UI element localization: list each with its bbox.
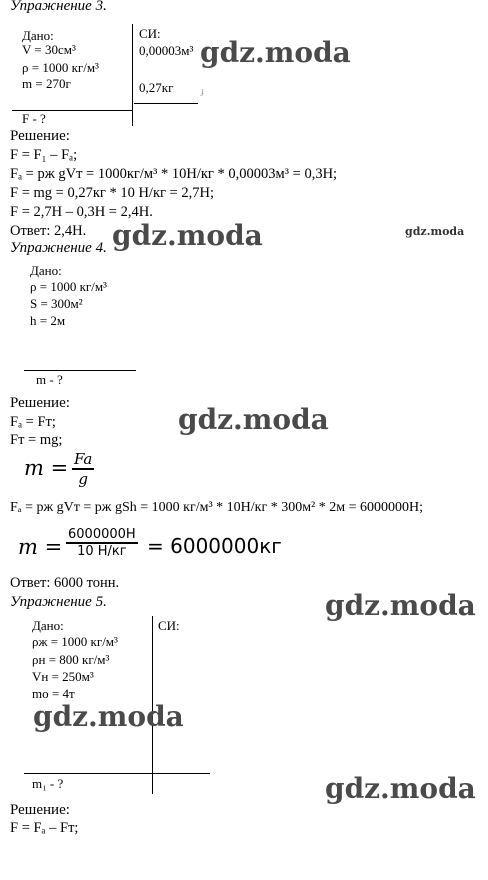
ex3-given-density: ρ = 1000 кг/м³ <box>22 60 99 75</box>
ex4-eq2-numerator: 6000000H <box>68 527 136 542</box>
ex4-eq2-rhs: = 6000000кг <box>147 534 282 558</box>
ex5-given-oil-density: ρн = 800 кг/м³ <box>32 652 110 667</box>
ex3-si-mass: 0,27кг <box>139 80 174 95</box>
ex4-given-height: h = 2м <box>30 313 66 328</box>
ex3-si-volume: 0,00003м³ <box>139 43 194 58</box>
ex5-given-mass: mо = 4т <box>32 686 75 701</box>
ex5-given-liquid-density: ρж = 1000 кг/м³ <box>32 634 118 649</box>
ex3-given-volume: V = 30см³ <box>22 42 76 57</box>
watermark-2: gdz.moda <box>112 219 263 252</box>
ex3-line-3: F = mg = 0,27кг * 10 Н/кг = 2,7Н; <box>10 185 214 201</box>
ex4-given-label: Дано: <box>30 263 62 278</box>
watermark-small: gdz.moda <box>405 225 465 238</box>
ex4-line-3: Fₐ = pж gVт = pж gSh = 1000 кг/м³ * 10Н/кг * 300м² * 2м = 6000000Н; <box>10 500 424 515</box>
ex4-find: m - ? <box>36 372 63 387</box>
ex3-given-label: Дано: <box>22 28 54 43</box>
ex4-eq1-denominator: g <box>78 469 88 488</box>
ex3-line-4: F = 2,7Н – 0,3Н = 2,4Н. <box>10 204 153 220</box>
ex5-title: Упражнение 5. <box>10 594 107 610</box>
ex4-title: Упражнение 4. <box>10 240 107 256</box>
ex5-given-label: Дано: <box>32 618 64 633</box>
ex4-eq1-fraction <box>72 450 94 488</box>
ex5-given-separator <box>24 773 210 774</box>
watermark-4: gdz.moda <box>325 589 476 622</box>
ex4-solution-label: Решение: <box>10 395 70 411</box>
ex4-line-1: Fₐ = Fт; <box>10 414 56 430</box>
ex5-solution-label: Решение: <box>10 802 70 818</box>
ex5-given-oil-volume: Vн = 250м³ <box>32 669 94 684</box>
ex5-si-label: СИ: <box>158 618 180 633</box>
ex4-eq2-lhs: m = <box>18 535 63 559</box>
ex3-line-1: F = F₁ – Fₐ; <box>10 147 78 163</box>
ex3-solution-label: Решение: <box>10 128 70 144</box>
ex4-eq2-fraction <box>66 527 138 559</box>
ex4-eq1-numerator: Fa <box>74 450 93 468</box>
ex4-answer: Ответ: 6000 тонн. <box>10 575 120 591</box>
ex4-eq1-lhs: m = <box>24 456 69 480</box>
ex4-given-separator <box>24 370 136 371</box>
ex3-stray-mark: ɟ <box>201 86 204 96</box>
ex4-given-area: S = 300м² <box>30 296 83 311</box>
ex3-si-separator <box>134 103 198 104</box>
ex3-si-divider <box>132 24 133 126</box>
ex4-line-2: Fт = mg; <box>10 432 63 448</box>
ex3-si-label: СИ: <box>139 26 161 41</box>
ex5-line-1: F = Fₐ – Fт; <box>10 820 79 836</box>
ex5-find: m₁ - ? <box>32 776 64 791</box>
ex3-title: Упражнение 3. <box>10 0 107 14</box>
ex3-answer: Ответ: 2,4Н. <box>10 223 87 239</box>
watermark-1: gdz.moda <box>200 36 351 69</box>
ex3-given-mass: m = 270г <box>22 76 71 91</box>
ex4-given-density: ρ = 1000 кг/м³ <box>30 279 107 294</box>
watermark-3: gdz.moda <box>178 403 329 436</box>
watermark-5: gdz.moda <box>33 700 184 733</box>
ex3-find: F - ? <box>22 111 46 126</box>
watermark-6: gdz.moda <box>325 772 476 805</box>
ex3-line-2: Fₐ = pж gVт = 1000кг/м³ * 10Н/кг * 0,00003м³ = 0,3Н; <box>10 166 338 182</box>
ex4-eq2-denominator: 10 Н/кг <box>77 543 127 559</box>
